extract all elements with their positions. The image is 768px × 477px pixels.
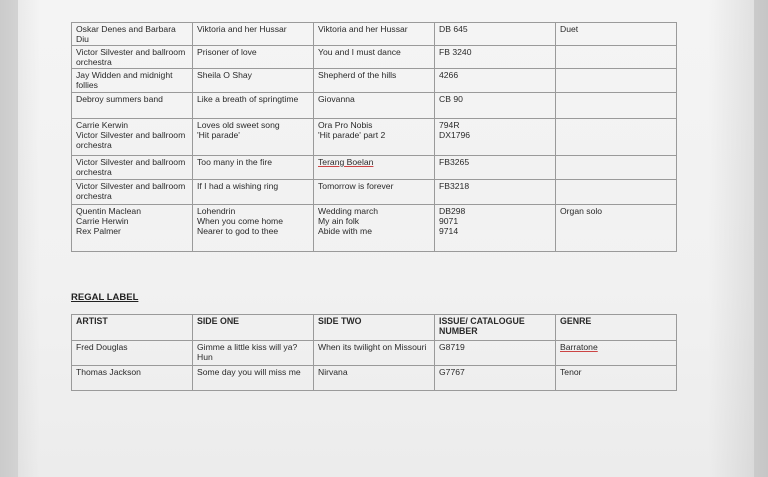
side-one-cell: Like a breath of springtime [193,93,314,119]
catalogue-cell: FB 3240 [435,46,556,69]
header-catalogue: ISSUE/ CATALOGUE NUMBER [435,315,556,341]
catalogue-cell: G7767 [435,366,556,391]
catalogue-cell: DB 645 [435,23,556,46]
page-shadow-left [0,0,40,477]
genre-cell [556,46,677,69]
artist-cell: Thomas Jackson [72,366,193,391]
side-one-cell: If I had a wishing ring [193,180,314,205]
table-row [72,93,677,119]
genre-cell [556,69,677,93]
side-two-cell: Ora Pro Nobis 'Hit parade' part 2 [314,119,435,156]
table-row [72,156,677,180]
side-two-cell: Tomorrow is forever [314,180,435,205]
artist-cell: Victor Silvester and ballroom orchestra [72,156,193,180]
side-two-cell: When its twilight on Missouri [314,341,435,366]
table-header-row [72,315,677,341]
table-row [72,46,677,69]
side-one-cell: Sheila O Shay [193,69,314,93]
side-one-cell: Prisoner of love [193,46,314,69]
catalogue-cell: CB 90 [435,93,556,119]
genre-cell [556,156,677,180]
catalogue-cell: DB298 9071 9714 [435,205,556,252]
artist-cell: Quentin Maclean Carrie Herwin Rex Palmer [72,205,193,252]
side-two-cell: Terang Boelan [314,156,435,180]
genre-cell: Organ solo [556,205,677,252]
genre-cell: Barratone [556,341,677,366]
artist-cell: Debroy summers band [72,93,193,119]
genre-cell [556,93,677,119]
artist-cell: Jay Widden and midnight follies [72,69,193,93]
table-row [72,69,677,93]
side-two-cell: Nirvana [314,366,435,391]
page-shadow-right [708,0,768,477]
catalogue-cell: 794R DX1796 [435,119,556,156]
catalogue-cell: G8719 [435,341,556,366]
header-side-one: SIDE ONE [193,315,314,341]
side-one-cell: Viktoria and her Hussar [193,23,314,46]
header-artist: ARTIST [72,315,193,341]
regal-table [71,314,677,391]
side-two-cell: Viktoria and her Hussar [314,23,435,46]
side-one-cell: Some day you will miss me [193,366,314,391]
side-two-cell: Shepherd of the hills [314,69,435,93]
artist-cell: Victor Silvester and ballroom orchestra [72,46,193,69]
catalogue-cell: FB3265 [435,156,556,180]
side-two-cell: Wedding march My ain folk Abide with me [314,205,435,252]
side-two-cell: You and I must dance [314,46,435,69]
header-genre: GENRE [556,315,677,341]
genre-cell [556,119,677,156]
artist-cell: Oskar Denes and Barbara Diu [72,23,193,46]
table-row [72,119,677,156]
table-row [72,341,677,366]
table-row [72,23,677,46]
artist-cell: Fred Douglas [72,341,193,366]
records-table [71,22,677,252]
header-side-two: SIDE TWO [314,315,435,341]
artist-cell: Victor Silvester and ballroom orchestra [72,180,193,205]
side-one-cell: Loves old sweet song 'Hit parade' [193,119,314,156]
table-row [72,205,677,252]
table-row [72,366,677,391]
catalogue-cell: 4266 [435,69,556,93]
side-one-cell: Too many in the fire [193,156,314,180]
artist-cell: Carrie Kerwin Victor Silvester and ballroom orchestra [72,119,193,156]
regal-label-title: REGAL LABEL [71,292,139,303]
genre-cell: Tenor [556,366,677,391]
table-row [72,180,677,205]
genre-cell: Duet [556,23,677,46]
side-two-cell: Giovanna [314,93,435,119]
side-one-cell: Lohendrin When you come home Nearer to god to thee [193,205,314,252]
side-one-cell: Gimme a little kiss will ya? Hun [193,341,314,366]
catalogue-cell: FB3218 [435,180,556,205]
genre-cell [556,180,677,205]
